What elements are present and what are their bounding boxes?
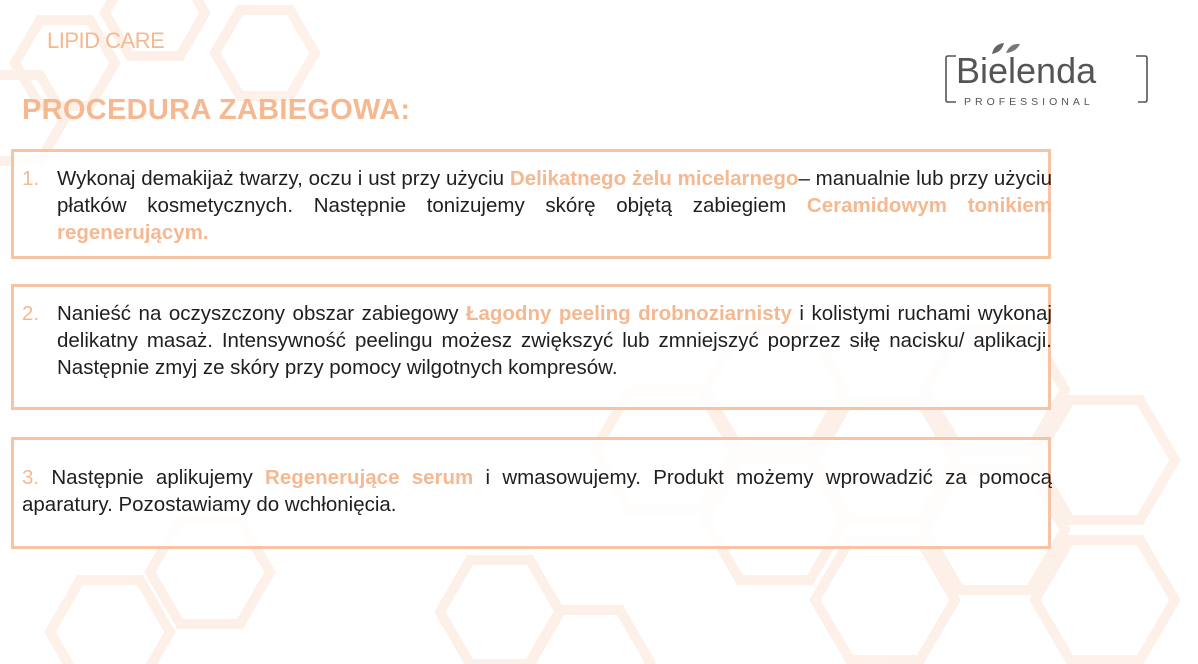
step-text-segment: i kolistymi ruchami wykonaj delikatny masaż. Intensywność peelingu możesz zwiększyć lub zmniejszyć poprzez siłę nacisku/ aplikacji. Następnie zmyj ze skóry przy pomocy wilgotnych kompresów. (57, 302, 1052, 379)
page-title: PROCEDURA ZABIEGOWA: (22, 94, 411, 126)
step-text (22, 165, 1052, 246)
brand-logo (944, 38, 1154, 114)
step-number: 1. (22, 167, 40, 190)
procedure-step-2 (11, 284, 1051, 410)
step-number: 3. (22, 466, 40, 489)
step-text-segment: Następnie aplikujemy (39, 466, 266, 489)
product-line-label: LIPID CARE (47, 28, 165, 53)
step-text-segment: i wmasowujemy. Produkt możemy wprowadzić za pomocą aparatury. Pozostawiamy do wchłonięcia. (22, 466, 1052, 516)
logo-subline: PROFESSIONAL (964, 96, 1094, 108)
procedure-step-3 (11, 437, 1051, 549)
product-highlight: Regenerujące serum (265, 466, 474, 489)
step-text (22, 300, 1052, 381)
logo-wordmark: Bielenda (956, 50, 1097, 91)
product-highlight: Delikatnego żelu micelarnego (509, 167, 799, 190)
step-text-segment: Nanieść na oczyszczony obszar zabiegowy (57, 302, 466, 325)
step-text (22, 464, 1052, 518)
product-highlight: Ceramidowym tonikiem regenerującym. (57, 194, 1052, 244)
step-text-segment: Wykonaj demakijaż twarzy, oczu i ust przy użyciu (57, 167, 510, 190)
step-text-segment: – manualnie lub przy użyciu płatków kosmetycznych. Następnie tonizujemy skórę objętą zabiegiem (57, 167, 1052, 217)
procedure-step-1 (11, 149, 1051, 259)
product-highlight: Łagodny peeling drobnoziarnisty (465, 302, 792, 325)
step-number: 2. (22, 302, 40, 325)
